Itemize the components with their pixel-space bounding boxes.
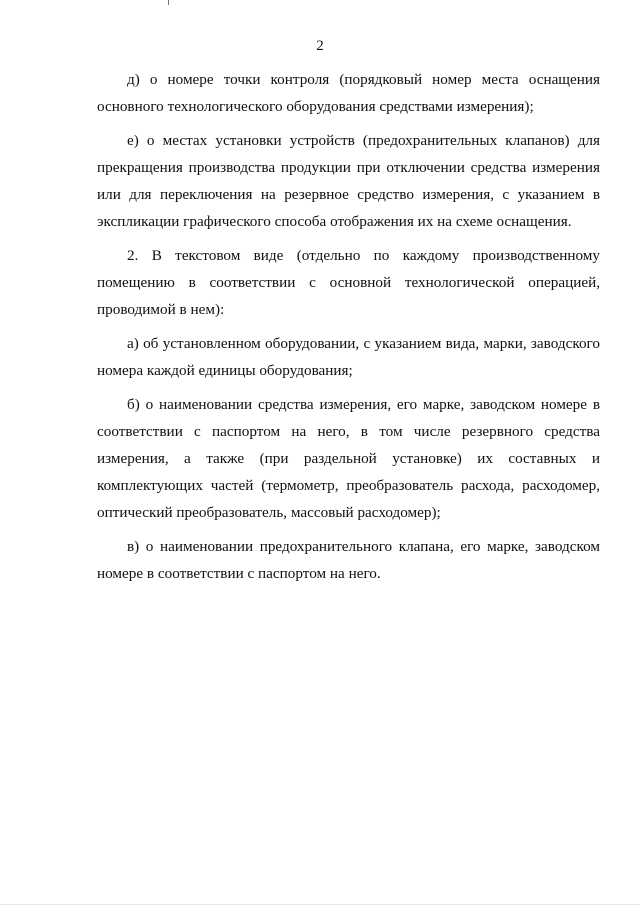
paragraph-2-text-form: 2. В текстовом виде (отдельно по каждому производственному помещению в соответствии с основной технологической операцией, проводимой в нем):: [97, 247, 600, 318]
paragraph-a-equipment: а) об установленном оборудовании, с указанием вида, марки, заводского номера каждой единицы оборудования;: [97, 335, 600, 379]
paragraph-e-valve-locations: е) о местах установки устройств (предохранительных клапанов) для прекращения производства продукции при отключении средства измерения или для переключения на резервное средство измерения, с указанием в экспликации графического способа отображения их на схеме оснащения.: [97, 132, 600, 230]
scan-artifact-top: [168, 0, 169, 5]
document-body: [97, 66, 600, 594]
page-number: 2: [316, 38, 324, 54]
paragraph-v-safety-valve: в) о наименовании предохранительного клапана, его марке, заводском номере в соответствии с паспортом на него.: [97, 538, 600, 582]
paragraph-b-measuring-instrument: б) о наименовании средства измерения, его марке, заводском номере в соответствии с паспортом на него, в том числе резервного средства измерения, а также (при раздельной установке) их составных и комплектующих частей (термометр, преобразователь расхода, расходомер, оптический преобразователь, массовый расходомер);: [97, 396, 600, 521]
paragraph-d-control-point: д) о номере точки контроля (порядковый номер места оснащения основного технологического оборудования средствами измерения);: [97, 71, 600, 115]
